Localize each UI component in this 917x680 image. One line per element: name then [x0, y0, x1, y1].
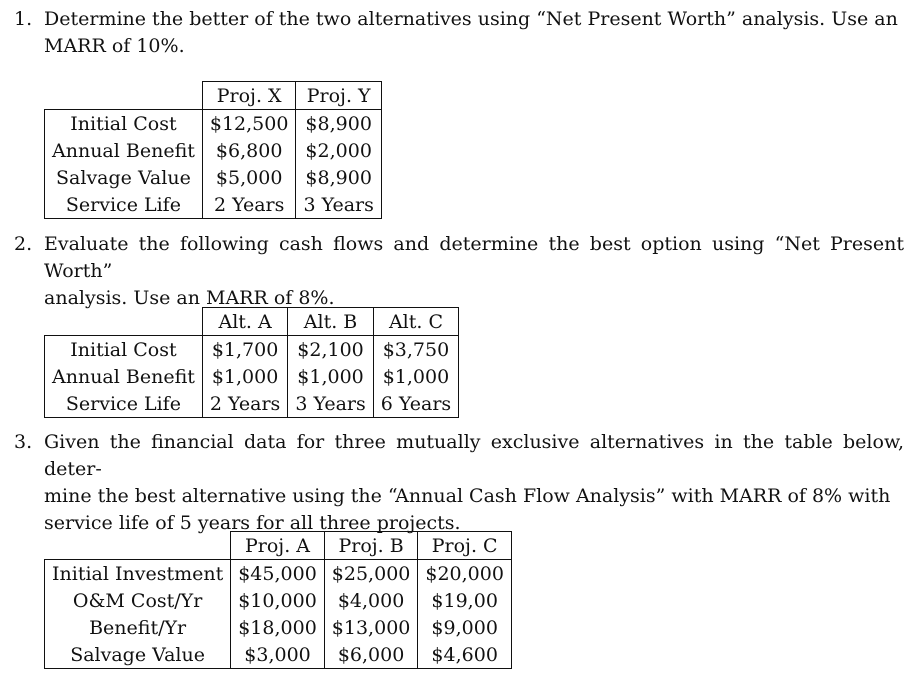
table-cell: $3,000 — [231, 641, 325, 669]
column-header: Alt. C — [373, 308, 458, 336]
table-cell: $10,000 — [231, 587, 325, 614]
table-cell: $5,000 — [202, 164, 296, 191]
table-row — [45, 336, 459, 364]
table-cell: $45,000 — [231, 560, 325, 588]
row-label: Service Life — [45, 390, 203, 418]
table-cell: 2 Years — [202, 191, 296, 219]
table-cell: $25,000 — [324, 560, 418, 588]
table-cell: $4,000 — [324, 587, 418, 614]
data-table-1 — [44, 81, 382, 219]
problem-text — [44, 231, 904, 312]
table-cell: 2 Years — [202, 390, 287, 418]
table-cell: $20,000 — [418, 560, 512, 588]
table-cell: 3 Years — [296, 191, 381, 219]
column-header: Alt. A — [202, 308, 287, 336]
table-cell: $6,800 — [202, 137, 296, 164]
problem-line: service life of 5 years for all three projects. — [44, 512, 461, 534]
problem-line: analysis. Use an MARR of 8%. — [44, 287, 335, 309]
row-label: Initial Cost — [45, 110, 203, 138]
table-row — [45, 560, 512, 588]
table-cell: $13,000 — [324, 614, 418, 641]
problem-line: mine the best alternative using the “Annual Cash Flow Analysis” with MARR of 8% with — [44, 485, 891, 507]
table-row — [45, 390, 459, 418]
problem-number: 1. — [14, 8, 33, 30]
problem-line: MARR of 10%. — [44, 35, 185, 57]
column-header: Proj. Y — [296, 82, 381, 110]
table-cell: $1,700 — [202, 336, 287, 364]
row-label: Benefit/Yr — [45, 614, 231, 641]
problem-number: 3. — [14, 431, 33, 453]
problem-line: Evaluate the following cash flows and determine the best option using “Net Present Worth” — [44, 233, 904, 282]
table-cell: $18,000 — [231, 614, 325, 641]
table-row — [45, 614, 512, 641]
column-header: Proj. A — [231, 532, 325, 560]
table-cell: $3,750 — [373, 336, 458, 364]
table-cell: $8,900 — [296, 164, 381, 191]
table-cell: $1,000 — [373, 363, 458, 390]
table-cell: $2,000 — [296, 137, 381, 164]
row-label: Annual Benefit — [45, 363, 203, 390]
problem-2 — [14, 231, 904, 312]
table-row — [45, 641, 512, 669]
table-row — [45, 363, 459, 390]
table-cell: $4,600 — [418, 641, 512, 669]
data-table-2 — [44, 307, 459, 418]
data-table-3 — [44, 531, 512, 669]
problem-number: 2. — [14, 233, 33, 255]
problem-text — [44, 429, 904, 537]
row-label: Initial Investment — [45, 560, 231, 588]
column-header: Proj. X — [202, 82, 296, 110]
table-cell: 6 Years — [373, 390, 458, 418]
table-cell: $1,000 — [288, 363, 373, 390]
row-label: Salvage Value — [45, 164, 203, 191]
row-label: O&M Cost/Yr — [45, 587, 231, 614]
row-label: Salvage Value — [45, 641, 231, 669]
problem-1 — [14, 6, 904, 60]
table-row — [45, 191, 382, 219]
table-row — [45, 137, 382, 164]
problem-line: Given the financial data for three mutually exclusive alternatives in the table below, deter- — [44, 431, 904, 480]
table-header-row — [45, 308, 459, 336]
table-cell: 3 Years — [288, 390, 373, 418]
table-row — [45, 110, 382, 138]
table-cell: $1,000 — [202, 363, 287, 390]
row-label: Annual Benefit — [45, 137, 203, 164]
row-label: Initial Cost — [45, 336, 203, 364]
column-header: Proj. C — [418, 532, 512, 560]
table-header-row — [45, 82, 382, 110]
problem-text — [44, 6, 904, 60]
problem-line: Determine the better of the two alternatives using “Net Present Worth” analysis. Use an — [44, 8, 898, 30]
table-row — [45, 164, 382, 191]
table-cell: $8,900 — [296, 110, 381, 138]
column-header: Alt. B — [288, 308, 373, 336]
table-cell: $6,000 — [324, 641, 418, 669]
table-row — [45, 587, 512, 614]
table-cell: $9,000 — [418, 614, 512, 641]
table-header-row — [45, 532, 512, 560]
table-cell: $12,500 — [202, 110, 296, 138]
column-header: Proj. B — [324, 532, 418, 560]
table-cell: $2,100 — [288, 336, 373, 364]
problem-3 — [14, 429, 904, 537]
table-cell: $19,00 — [418, 587, 512, 614]
row-label: Service Life — [45, 191, 203, 219]
